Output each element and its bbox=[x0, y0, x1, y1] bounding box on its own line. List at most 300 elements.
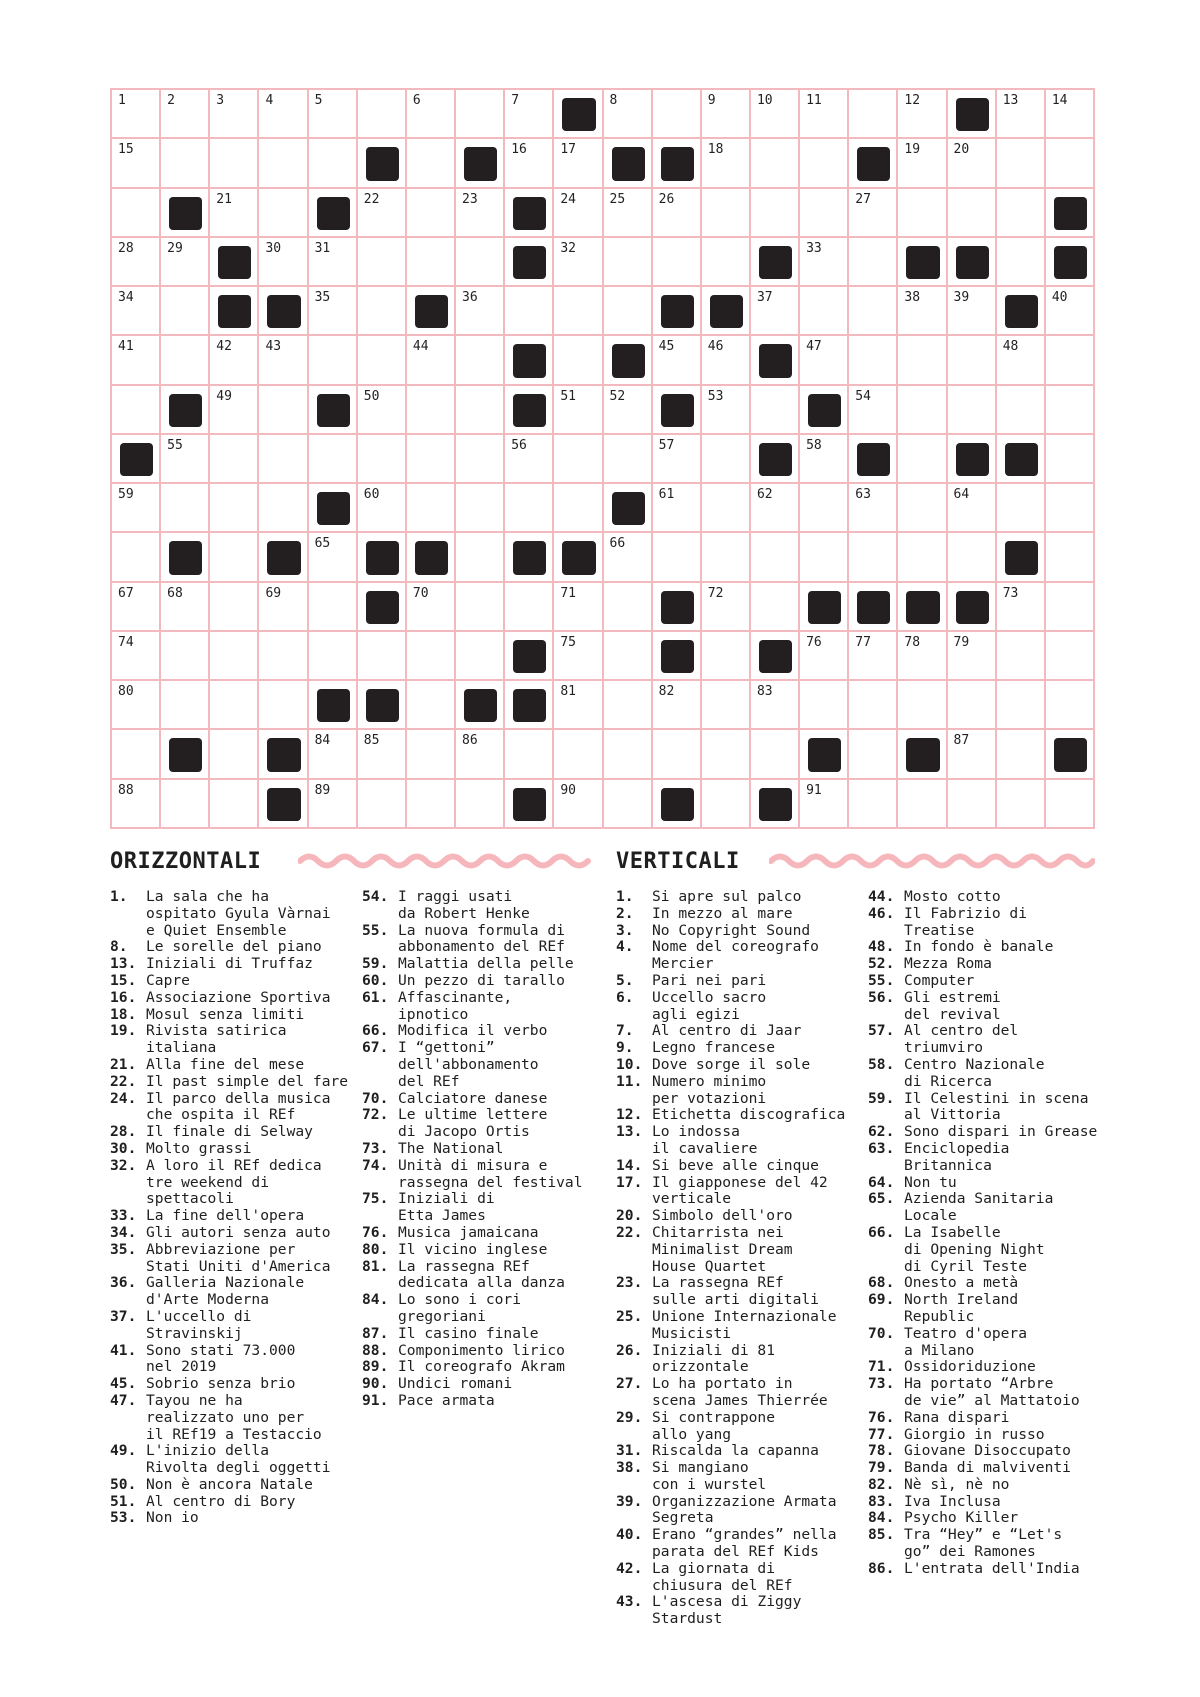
grid-cell[interactable] bbox=[112, 632, 161, 681]
clue-text: A loro il REf dedica tre weekend di spettacoli bbox=[146, 1156, 322, 1208]
grid-cell[interactable] bbox=[604, 189, 653, 238]
down-clue bbox=[616, 1107, 856, 1124]
grid-cell[interactable] bbox=[653, 681, 702, 730]
grid-cell[interactable] bbox=[997, 583, 1046, 632]
grid-cell[interactable] bbox=[653, 484, 702, 533]
grid-cell[interactable] bbox=[407, 583, 456, 632]
grid-cell[interactable] bbox=[259, 583, 308, 632]
grid-cell[interactable] bbox=[604, 730, 653, 779]
grid-cell[interactable] bbox=[997, 632, 1046, 681]
grid-cell[interactable] bbox=[259, 238, 308, 287]
clue-text: Le ultime lettere di Jacopo Ortis bbox=[398, 1106, 548, 1141]
grid-cell[interactable] bbox=[505, 583, 554, 632]
grid-cell[interactable] bbox=[161, 632, 210, 681]
grid-cell[interactable] bbox=[751, 681, 800, 730]
grid-cell[interactable] bbox=[751, 90, 800, 139]
grid-cell[interactable] bbox=[259, 681, 308, 730]
grid-cell[interactable] bbox=[161, 780, 210, 829]
grid-cell[interactable] bbox=[604, 780, 653, 829]
grid-cell[interactable] bbox=[456, 632, 505, 681]
across-clue bbox=[110, 1023, 350, 1057]
grid-cell[interactable] bbox=[112, 681, 161, 730]
grid-cell[interactable] bbox=[702, 336, 751, 385]
grid-cell[interactable] bbox=[702, 139, 751, 188]
grid-cell[interactable] bbox=[259, 386, 308, 435]
clue-number: 59. bbox=[362, 955, 389, 973]
grid-cell[interactable] bbox=[407, 484, 456, 533]
grid-cell[interactable] bbox=[210, 780, 259, 829]
grid-cell[interactable] bbox=[1046, 583, 1095, 632]
black-square-fill bbox=[464, 147, 497, 180]
grid-cell[interactable] bbox=[702, 484, 751, 533]
grid-cell[interactable] bbox=[309, 632, 358, 681]
grid-cell[interactable] bbox=[309, 780, 358, 829]
grid-cell[interactable] bbox=[751, 386, 800, 435]
grid-cell[interactable] bbox=[800, 287, 849, 336]
grid-cell[interactable] bbox=[898, 336, 947, 385]
black-square bbox=[997, 533, 1046, 582]
clue-text: Il casino finale bbox=[398, 1324, 539, 1342]
grid-cell[interactable] bbox=[604, 632, 653, 681]
across-clue bbox=[110, 1343, 350, 1377]
grid-cell[interactable] bbox=[456, 583, 505, 632]
grid-cell[interactable] bbox=[407, 238, 456, 287]
grid-cell[interactable] bbox=[456, 435, 505, 484]
cell-number: 70 bbox=[412, 585, 429, 601]
grid-cell[interactable] bbox=[1046, 386, 1095, 435]
grid-cell[interactable] bbox=[554, 484, 603, 533]
clue-number: 59. bbox=[868, 1089, 895, 1107]
clue-number: 66. bbox=[868, 1223, 895, 1241]
grid-cell[interactable] bbox=[604, 287, 653, 336]
grid-cell[interactable] bbox=[309, 287, 358, 336]
grid-cell[interactable] bbox=[997, 238, 1046, 287]
grid-cell[interactable] bbox=[997, 484, 1046, 533]
grid-cell[interactable] bbox=[800, 435, 849, 484]
grid-cell[interactable] bbox=[505, 287, 554, 336]
grid-cell[interactable] bbox=[259, 632, 308, 681]
cell-number: 40 bbox=[1051, 290, 1068, 306]
across-clue bbox=[362, 1242, 602, 1259]
grid-cell[interactable] bbox=[653, 336, 702, 385]
grid-cell[interactable] bbox=[554, 139, 603, 188]
grid-cell[interactable] bbox=[456, 730, 505, 779]
grid-cell[interactable] bbox=[948, 681, 997, 730]
grid-cell[interactable] bbox=[800, 484, 849, 533]
grid-cell[interactable] bbox=[358, 435, 407, 484]
grid-cell[interactable] bbox=[702, 533, 751, 582]
grid-cell[interactable] bbox=[898, 90, 947, 139]
grid-cell[interactable] bbox=[849, 780, 898, 829]
grid-cell[interactable] bbox=[161, 435, 210, 484]
grid-cell[interactable] bbox=[948, 632, 997, 681]
grid-cell[interactable] bbox=[456, 533, 505, 582]
across-clue bbox=[362, 1091, 602, 1108]
grid-cell[interactable] bbox=[505, 90, 554, 139]
grid-cell[interactable] bbox=[898, 139, 947, 188]
grid-cell[interactable] bbox=[702, 238, 751, 287]
grid-cell[interactable] bbox=[505, 484, 554, 533]
grid-cell[interactable] bbox=[259, 90, 308, 139]
grid-cell[interactable] bbox=[161, 287, 210, 336]
grid-cell[interactable] bbox=[112, 386, 161, 435]
grid-cell[interactable] bbox=[554, 386, 603, 435]
grid-cell[interactable] bbox=[702, 189, 751, 238]
grid-cell[interactable] bbox=[259, 139, 308, 188]
grid-cell[interactable] bbox=[948, 287, 997, 336]
grid-cell[interactable] bbox=[407, 336, 456, 385]
grid-cell[interactable] bbox=[456, 90, 505, 139]
grid-cell[interactable] bbox=[997, 336, 1046, 385]
grid-cell[interactable] bbox=[210, 336, 259, 385]
grid-cell[interactable] bbox=[898, 632, 947, 681]
grid-cell[interactable] bbox=[751, 189, 800, 238]
cell-number: 3 bbox=[216, 93, 225, 108]
grid-cell[interactable] bbox=[554, 632, 603, 681]
grid-cell[interactable] bbox=[751, 730, 800, 779]
grid-cell[interactable] bbox=[161, 238, 210, 287]
down-clue bbox=[868, 1410, 1108, 1427]
grid-cell[interactable] bbox=[948, 139, 997, 188]
grid-cell[interactable] bbox=[702, 386, 751, 435]
grid-cell[interactable] bbox=[161, 681, 210, 730]
grid-cell[interactable] bbox=[800, 336, 849, 385]
grid-cell[interactable] bbox=[702, 583, 751, 632]
black-square bbox=[800, 386, 849, 435]
grid-cell[interactable] bbox=[751, 287, 800, 336]
grid-cell[interactable] bbox=[849, 681, 898, 730]
grid-cell[interactable] bbox=[112, 336, 161, 385]
grid-cell[interactable] bbox=[948, 336, 997, 385]
grid-cell[interactable] bbox=[456, 484, 505, 533]
grid-cell[interactable] bbox=[653, 533, 702, 582]
grid-cell[interactable] bbox=[898, 386, 947, 435]
grid-cell[interactable] bbox=[800, 139, 849, 188]
black-square-fill bbox=[513, 640, 546, 673]
across-clue bbox=[110, 1091, 350, 1125]
black-square-fill bbox=[317, 197, 350, 230]
clue-text: La rassegna REf dedicata alla danza bbox=[398, 1257, 565, 1292]
grid-cell[interactable] bbox=[112, 287, 161, 336]
grid-cell[interactable] bbox=[210, 484, 259, 533]
black-square bbox=[653, 287, 702, 336]
grid-cell[interactable] bbox=[407, 189, 456, 238]
grid-cell[interactable] bbox=[259, 189, 308, 238]
grid-cell[interactable] bbox=[456, 238, 505, 287]
grid-cell[interactable] bbox=[948, 730, 997, 779]
grid-cell[interactable] bbox=[948, 780, 997, 829]
grid-cell[interactable] bbox=[407, 780, 456, 829]
grid-cell[interactable] bbox=[997, 386, 1046, 435]
grid-cell[interactable] bbox=[898, 533, 947, 582]
clue-text: Sobrio senza brio bbox=[146, 1375, 296, 1393]
grid-cell[interactable] bbox=[407, 139, 456, 188]
grid-cell[interactable] bbox=[505, 139, 554, 188]
grid-cell[interactable] bbox=[948, 386, 997, 435]
grid-cell[interactable] bbox=[653, 730, 702, 779]
black-square bbox=[161, 386, 210, 435]
across-clue bbox=[362, 1393, 602, 1410]
black-square-fill bbox=[267, 295, 300, 328]
black-square bbox=[505, 780, 554, 829]
grid-cell[interactable] bbox=[407, 435, 456, 484]
grid-cell[interactable] bbox=[259, 435, 308, 484]
grid-cell[interactable] bbox=[751, 139, 800, 188]
grid-cell[interactable] bbox=[1046, 780, 1095, 829]
grid-cell[interactable] bbox=[800, 533, 849, 582]
grid-cell[interactable] bbox=[554, 287, 603, 336]
grid-cell[interactable] bbox=[751, 583, 800, 632]
black-square bbox=[505, 533, 554, 582]
grid-cell[interactable] bbox=[751, 484, 800, 533]
cell-number: 45 bbox=[658, 339, 675, 355]
grid-cell[interactable] bbox=[849, 386, 898, 435]
grid-cell[interactable] bbox=[898, 780, 947, 829]
black-square bbox=[751, 632, 800, 681]
grid-cell[interactable] bbox=[358, 632, 407, 681]
clue-number: 44. bbox=[868, 888, 895, 905]
clue-text: Banda di malviventi bbox=[904, 1459, 1071, 1477]
grid-cell[interactable] bbox=[898, 484, 947, 533]
grid-cell[interactable] bbox=[554, 336, 603, 385]
down-clue bbox=[868, 1510, 1108, 1527]
grid-cell[interactable] bbox=[210, 189, 259, 238]
clue-number: 65. bbox=[868, 1190, 895, 1208]
grid-cell[interactable] bbox=[702, 435, 751, 484]
grid-cell[interactable] bbox=[997, 189, 1046, 238]
grid-cell[interactable] bbox=[456, 780, 505, 829]
grid-cell[interactable] bbox=[112, 533, 161, 582]
grid-cell[interactable] bbox=[997, 780, 1046, 829]
grid-cell[interactable] bbox=[849, 90, 898, 139]
clue-text: Mezza Roma bbox=[904, 955, 992, 973]
grid-cell[interactable] bbox=[358, 730, 407, 779]
across-clue bbox=[110, 956, 350, 973]
grid-cell[interactable] bbox=[456, 189, 505, 238]
grid-cell[interactable] bbox=[800, 238, 849, 287]
grid-cell[interactable] bbox=[210, 435, 259, 484]
grid-cell[interactable] bbox=[849, 533, 898, 582]
across-clue bbox=[362, 973, 602, 990]
grid-cell[interactable] bbox=[259, 484, 308, 533]
grid-cell[interactable] bbox=[604, 238, 653, 287]
grid-cell[interactable] bbox=[309, 90, 358, 139]
grid-cell[interactable] bbox=[604, 681, 653, 730]
grid-cell[interactable] bbox=[997, 681, 1046, 730]
black-square bbox=[210, 238, 259, 287]
clue-number: 27. bbox=[616, 1375, 643, 1393]
grid-cell[interactable] bbox=[112, 583, 161, 632]
grid-cell[interactable] bbox=[849, 730, 898, 779]
grid-cell[interactable] bbox=[210, 730, 259, 779]
grid-cell[interactable] bbox=[112, 90, 161, 139]
cell-number: 16 bbox=[511, 142, 527, 158]
clue-number: 62. bbox=[868, 1123, 895, 1141]
grid-cell[interactable] bbox=[653, 435, 702, 484]
down-clue bbox=[616, 1410, 856, 1444]
grid-cell[interactable] bbox=[898, 287, 947, 336]
grid-cell[interactable] bbox=[751, 533, 800, 582]
grid-cell[interactable] bbox=[112, 780, 161, 829]
grid-cell[interactable] bbox=[948, 484, 997, 533]
grid-cell[interactable] bbox=[456, 386, 505, 435]
grid-cell[interactable] bbox=[653, 90, 702, 139]
grid-cell[interactable] bbox=[1046, 90, 1095, 139]
grid-cell[interactable] bbox=[898, 681, 947, 730]
clue-number: 26. bbox=[616, 1341, 643, 1359]
clue-number: 55. bbox=[362, 921, 389, 939]
across-clue bbox=[110, 1074, 350, 1091]
grid-cell[interactable] bbox=[554, 189, 603, 238]
clue-text: Il finale di Selway bbox=[146, 1123, 313, 1141]
grid-cell[interactable] bbox=[800, 90, 849, 139]
grid-cell[interactable] bbox=[210, 90, 259, 139]
black-square-fill bbox=[956, 443, 989, 476]
grid-cell[interactable] bbox=[849, 484, 898, 533]
grid-cell[interactable] bbox=[1046, 681, 1095, 730]
grid-cell[interactable] bbox=[505, 435, 554, 484]
grid-cell[interactable] bbox=[800, 681, 849, 730]
across-clues-column-2 bbox=[362, 889, 602, 1410]
clue-number: 63. bbox=[868, 1139, 895, 1157]
grid-cell[interactable] bbox=[702, 681, 751, 730]
grid-cell[interactable] bbox=[554, 583, 603, 632]
grid-cell[interactable] bbox=[849, 238, 898, 287]
grid-cell[interactable] bbox=[554, 780, 603, 829]
grid-cell[interactable] bbox=[112, 139, 161, 188]
grid-cell[interactable] bbox=[210, 632, 259, 681]
grid-cell[interactable] bbox=[456, 336, 505, 385]
grid-cell[interactable] bbox=[653, 189, 702, 238]
black-square bbox=[898, 238, 947, 287]
grid-cell[interactable] bbox=[800, 632, 849, 681]
grid-cell[interactable] bbox=[309, 583, 358, 632]
grid-cell[interactable] bbox=[358, 287, 407, 336]
grid-cell[interactable] bbox=[1046, 632, 1095, 681]
clue-text: Il giapponese del 42 verticale bbox=[652, 1173, 828, 1208]
grid-cell[interactable] bbox=[210, 139, 259, 188]
grid-cell[interactable] bbox=[456, 287, 505, 336]
clue-text: Il Celestini in scena al Vittoria bbox=[904, 1089, 1089, 1124]
grid-cell[interactable] bbox=[161, 583, 210, 632]
grid-cell[interactable] bbox=[161, 139, 210, 188]
grid-cell[interactable] bbox=[309, 336, 358, 385]
grid-cell[interactable] bbox=[358, 238, 407, 287]
grid-cell[interactable] bbox=[112, 484, 161, 533]
grid-cell[interactable] bbox=[358, 189, 407, 238]
grid-cell[interactable] bbox=[997, 139, 1046, 188]
grid-cell[interactable] bbox=[1046, 139, 1095, 188]
grid-cell[interactable] bbox=[112, 730, 161, 779]
grid-cell[interactable] bbox=[702, 632, 751, 681]
grid-cell[interactable] bbox=[849, 287, 898, 336]
grid-cell[interactable] bbox=[407, 730, 456, 779]
grid-cell[interactable] bbox=[358, 780, 407, 829]
grid-cell[interactable] bbox=[800, 780, 849, 829]
clue-text: Tayou ne ha realizzato uno per il REf19 a Testaccio bbox=[146, 1391, 322, 1443]
grid-cell[interactable] bbox=[554, 730, 603, 779]
grid-cell[interactable] bbox=[309, 139, 358, 188]
grid-cell[interactable] bbox=[604, 90, 653, 139]
down-clue bbox=[616, 1208, 856, 1225]
grid-cell[interactable] bbox=[849, 632, 898, 681]
down-clue bbox=[868, 889, 1108, 906]
clue-number: 28. bbox=[110, 1123, 137, 1141]
grid-cell[interactable] bbox=[358, 386, 407, 435]
grid-cell[interactable] bbox=[161, 484, 210, 533]
clue-number: 75. bbox=[362, 1190, 389, 1208]
grid-cell[interactable] bbox=[898, 435, 947, 484]
clue-number: 15. bbox=[110, 971, 137, 989]
grid-cell[interactable] bbox=[849, 189, 898, 238]
grid-cell[interactable] bbox=[1046, 287, 1095, 336]
grid-cell[interactable] bbox=[210, 583, 259, 632]
grid-cell[interactable] bbox=[898, 189, 947, 238]
grid-cell[interactable] bbox=[407, 90, 456, 139]
grid-cell[interactable] bbox=[161, 336, 210, 385]
grid-cell[interactable] bbox=[358, 484, 407, 533]
clue-number: 38. bbox=[616, 1459, 643, 1477]
grid-cell[interactable] bbox=[849, 336, 898, 385]
grid-cell[interactable] bbox=[604, 386, 653, 435]
grid-cell[interactable] bbox=[604, 583, 653, 632]
grid-cell[interactable] bbox=[800, 189, 849, 238]
grid-cell[interactable] bbox=[604, 435, 653, 484]
grid-cell[interactable] bbox=[1046, 533, 1095, 582]
grid-cell[interactable] bbox=[702, 90, 751, 139]
grid-cell[interactable] bbox=[161, 90, 210, 139]
grid-cell[interactable] bbox=[259, 336, 308, 385]
clue-number: 52. bbox=[868, 955, 895, 973]
grid-cell[interactable] bbox=[407, 386, 456, 435]
black-square bbox=[358, 583, 407, 632]
clue-number: 34. bbox=[110, 1223, 137, 1241]
grid-cell[interactable] bbox=[210, 681, 259, 730]
grid-cell[interactable] bbox=[358, 90, 407, 139]
grid-cell[interactable] bbox=[309, 435, 358, 484]
grid-cell[interactable] bbox=[554, 238, 603, 287]
clue-number: 56. bbox=[868, 988, 895, 1006]
grid-cell[interactable] bbox=[1046, 336, 1095, 385]
black-square-fill bbox=[562, 541, 595, 574]
grid-cell[interactable] bbox=[112, 238, 161, 287]
grid-cell[interactable] bbox=[112, 189, 161, 238]
grid-cell[interactable] bbox=[407, 632, 456, 681]
grid-cell[interactable] bbox=[1046, 484, 1095, 533]
grid-cell[interactable] bbox=[309, 533, 358, 582]
grid-cell[interactable] bbox=[604, 533, 653, 582]
grid-cell[interactable] bbox=[948, 189, 997, 238]
cell-number: 77 bbox=[855, 634, 871, 650]
grid-cell[interactable] bbox=[997, 730, 1046, 779]
grid-cell[interactable] bbox=[1046, 435, 1095, 484]
grid-cell[interactable] bbox=[653, 238, 702, 287]
grid-cell[interactable] bbox=[210, 386, 259, 435]
grid-cell[interactable] bbox=[702, 780, 751, 829]
grid-cell[interactable] bbox=[309, 238, 358, 287]
grid-cell[interactable] bbox=[554, 435, 603, 484]
grid-cell[interactable] bbox=[505, 730, 554, 779]
grid-cell[interactable] bbox=[702, 730, 751, 779]
grid-cell[interactable] bbox=[554, 681, 603, 730]
grid-cell[interactable] bbox=[948, 533, 997, 582]
clue-text: Computer bbox=[904, 971, 975, 989]
grid-cell[interactable] bbox=[407, 681, 456, 730]
grid-cell[interactable] bbox=[309, 730, 358, 779]
grid-cell[interactable] bbox=[358, 336, 407, 385]
grid-cell[interactable] bbox=[997, 90, 1046, 139]
grid-cell[interactable] bbox=[210, 533, 259, 582]
